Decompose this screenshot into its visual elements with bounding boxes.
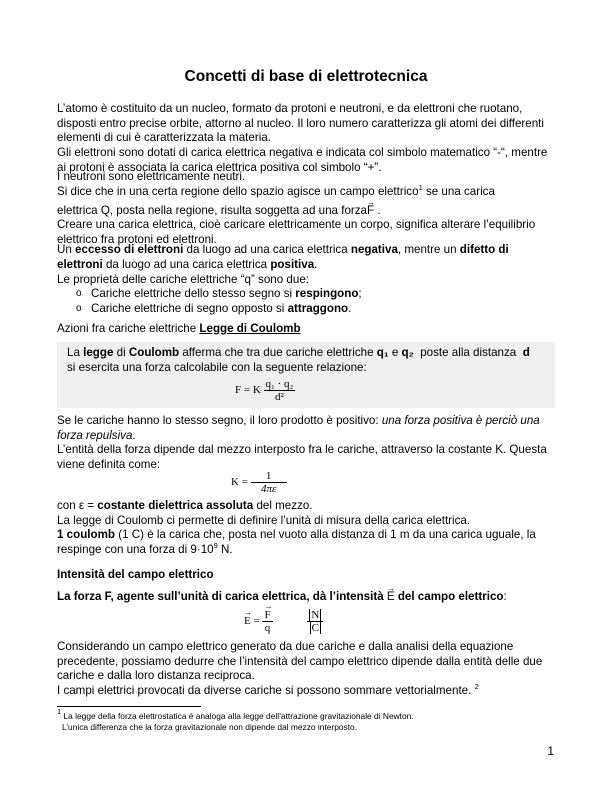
formula-fraction bbox=[264, 378, 296, 403]
text-run: La bbox=[67, 346, 84, 359]
charge-q1: q₁ bbox=[376, 346, 389, 359]
force-vector-symbol: → F bbox=[367, 204, 374, 219]
text-run: (1 C) è la carica che, posta nel vuoto alla distanza di 1 m da una carica uguale, la respinge con una forza di 9·10 bbox=[57, 528, 536, 556]
field-vector-symbol: → E bbox=[244, 614, 251, 629]
text-run: Un bbox=[57, 243, 76, 256]
section-heading-coulomb bbox=[57, 322, 557, 337]
k-formula bbox=[231, 470, 287, 495]
bullet-marker: o bbox=[76, 288, 82, 299]
formula-denominator: q bbox=[264, 622, 271, 634]
text-run: , mentre un bbox=[397, 243, 460, 256]
field-formula bbox=[244, 609, 323, 634]
paragraph-unit: La legge di Coulomb ci permette di definire l’unità di misura della carica elettrica. bbox=[57, 514, 471, 527]
text-run: di bbox=[113, 346, 129, 359]
footnote-number: 1 bbox=[57, 707, 62, 716]
text-run: ; bbox=[358, 287, 362, 300]
paragraph-constant-k: L’entità della forza dipende dal mezzo interposto fra le cariche, attraverso la costante K. Questa viene definita come: bbox=[57, 443, 547, 471]
bold-term: positiva bbox=[270, 257, 315, 271]
text-run: si esercita una forza calcolabile con la seguente relazione: bbox=[67, 360, 367, 374]
bold-term: Coulomb bbox=[128, 346, 180, 359]
formula-fraction bbox=[251, 470, 287, 495]
formula-fraction bbox=[262, 609, 272, 634]
formula-denominator: d² bbox=[275, 391, 284, 403]
footnote-separator bbox=[57, 706, 201, 707]
text-run: Cariche elettriche dello stesso segno si bbox=[91, 287, 296, 300]
formula-lhs: K = bbox=[231, 476, 248, 489]
page-title: Concetti di base di elettrotecnica bbox=[184, 68, 428, 85]
formula-equals: = bbox=[253, 615, 260, 628]
unit-numerator: N bbox=[311, 609, 320, 621]
text-run: . bbox=[314, 257, 318, 271]
paragraph-epsilon bbox=[57, 499, 557, 514]
paragraph-properties: Le proprietà delle cariche elettriche “q” sono due: bbox=[57, 273, 309, 286]
formula-numerator: 1 bbox=[251, 470, 287, 483]
paragraph-electric-field bbox=[57, 185, 557, 218]
paragraph-excess-defect bbox=[57, 243, 557, 272]
exponent: 9 bbox=[213, 540, 218, 550]
paragraph-repulsive bbox=[57, 414, 557, 443]
text-run: : bbox=[503, 590, 507, 603]
italic-text: una forza positiva è perciò una forza repulsiva bbox=[57, 414, 540, 442]
text-run: e bbox=[388, 346, 402, 359]
paragraph-coulomb-def bbox=[57, 528, 557, 557]
coulomb-law-box bbox=[57, 342, 555, 408]
text-run: da luogo ad una carica elettrica bbox=[183, 243, 351, 256]
text-run: . bbox=[348, 301, 352, 315]
bold-term: attraggono bbox=[287, 301, 349, 315]
formula-numerator: q₁ · q₂ bbox=[265, 378, 294, 390]
text-run: N. bbox=[217, 542, 233, 556]
text-run: se una carica bbox=[422, 185, 495, 198]
field-vector-symbol: → E bbox=[387, 590, 395, 605]
list-item bbox=[57, 287, 557, 302]
text-run: I campi elettrici provocati da diverse cariche si possono sommare vettorialmente. bbox=[57, 684, 475, 697]
bold-term: negativa bbox=[350, 243, 398, 256]
paragraph-atom: L’atomo è costituito da un nucleo, formato da protoni e neutroni, e da elettroni che ruotano, disposti entro precise orbite, attorno al nucleo. Il loro numero caratterizza gli atomi dei differenti elementi di cui è caratterizzata la materia. bbox=[57, 102, 544, 145]
footnote bbox=[57, 707, 557, 733]
properties-list bbox=[57, 287, 557, 316]
formula-denominator: 4πε bbox=[260, 483, 277, 495]
text-run: Azioni fra cariche elettriche bbox=[57, 322, 200, 335]
page-number: 1 bbox=[547, 744, 554, 758]
unit-fraction bbox=[307, 609, 323, 634]
bold-term: legge bbox=[83, 346, 114, 359]
bold-term: 1 coulomb bbox=[57, 528, 115, 541]
formula-numerator: → F bbox=[264, 609, 270, 621]
text-run: poste alla distanza bbox=[413, 346, 523, 359]
coulomb-law-text bbox=[67, 346, 551, 375]
paragraph-field-definition bbox=[57, 590, 557, 605]
bold-term: respingono bbox=[295, 287, 359, 300]
text-run: da luogo ad una carica elettrica bbox=[102, 257, 271, 271]
formula-lhs: F = K bbox=[235, 384, 261, 397]
text-run: Se le cariche hanno lo stesso segno, il loro prodotto è positivo: bbox=[57, 414, 382, 427]
paragraph-create-charge: Creare una carica elettrica, cioè caricare elettricamente un corpo, significa alterare l’equilibrio elettrico fra protoni ed elettroni. bbox=[57, 218, 536, 246]
text-run: elettrica Q, posta nella regione, risulta soggetta ad una forza bbox=[57, 203, 367, 217]
paragraph-neutrons: I neutroni sono elettricamente neutri. bbox=[57, 170, 246, 183]
bullet-marker: o bbox=[76, 302, 82, 314]
bold-term: eccesso di elettroni bbox=[75, 243, 184, 256]
text-run: Cariche elettriche di segno opposto si bbox=[91, 301, 288, 315]
section-heading-field-intensity: Intensità del campo elettrico bbox=[57, 568, 214, 581]
paragraph-field-dependence: Considerando un campo elettrico generato da due cariche e dalla analisi della equazione precedente, possiamo dedurre che l’intensità del campo elettrico dipende dalla entità delle due cariche e dalla loro distanza reciproca. bbox=[57, 640, 543, 683]
coulomb-formula bbox=[235, 378, 295, 403]
bold-term: difetto di elettroni bbox=[57, 243, 509, 271]
text-run: con ε = bbox=[57, 499, 98, 512]
text-run: Si dice che in una certa regione dello spazio agisce un campo elettrico bbox=[57, 185, 419, 198]
footnote-ref-2: 2 bbox=[474, 682, 479, 691]
paragraph-electrons: Gli elettroni sono dotati di carica elettrica negativa e indicata col simbolo matematico “-“, mentre ai protoni è associata la carica elettrica positiva col simbolo “+”. bbox=[57, 146, 548, 174]
text-run: afferma che tra due cariche elettriche bbox=[179, 346, 377, 359]
distance-d: d bbox=[522, 346, 530, 359]
text-run: del campo elettrico bbox=[394, 590, 504, 603]
unit-denominator: C bbox=[311, 622, 319, 634]
underlined-term: Legge di Coulomb bbox=[199, 322, 301, 335]
footnote-line: L’unica differenza che la forza gravitazionale non dipende dal mezzo interposto. bbox=[62, 722, 358, 732]
footnote-ref-1: 1 bbox=[418, 183, 423, 192]
footnote-line: La legge della forza elettrostatica è analoga alla legge dell’attrazione gravitazionale di Newton. bbox=[61, 711, 414, 721]
charge-q2: q₂ bbox=[401, 346, 414, 359]
text-run: . bbox=[132, 428, 136, 442]
bold-term: costante dielettrica assoluta bbox=[97, 499, 254, 512]
paragraph-vector-sum bbox=[57, 684, 557, 699]
text-run: del mezzo. bbox=[253, 499, 313, 512]
text-run: La forza F, agente sull’unità di carica elettrica, dà l’intensità bbox=[57, 590, 387, 603]
text-run: . bbox=[374, 203, 381, 217]
list-item bbox=[57, 302, 557, 317]
